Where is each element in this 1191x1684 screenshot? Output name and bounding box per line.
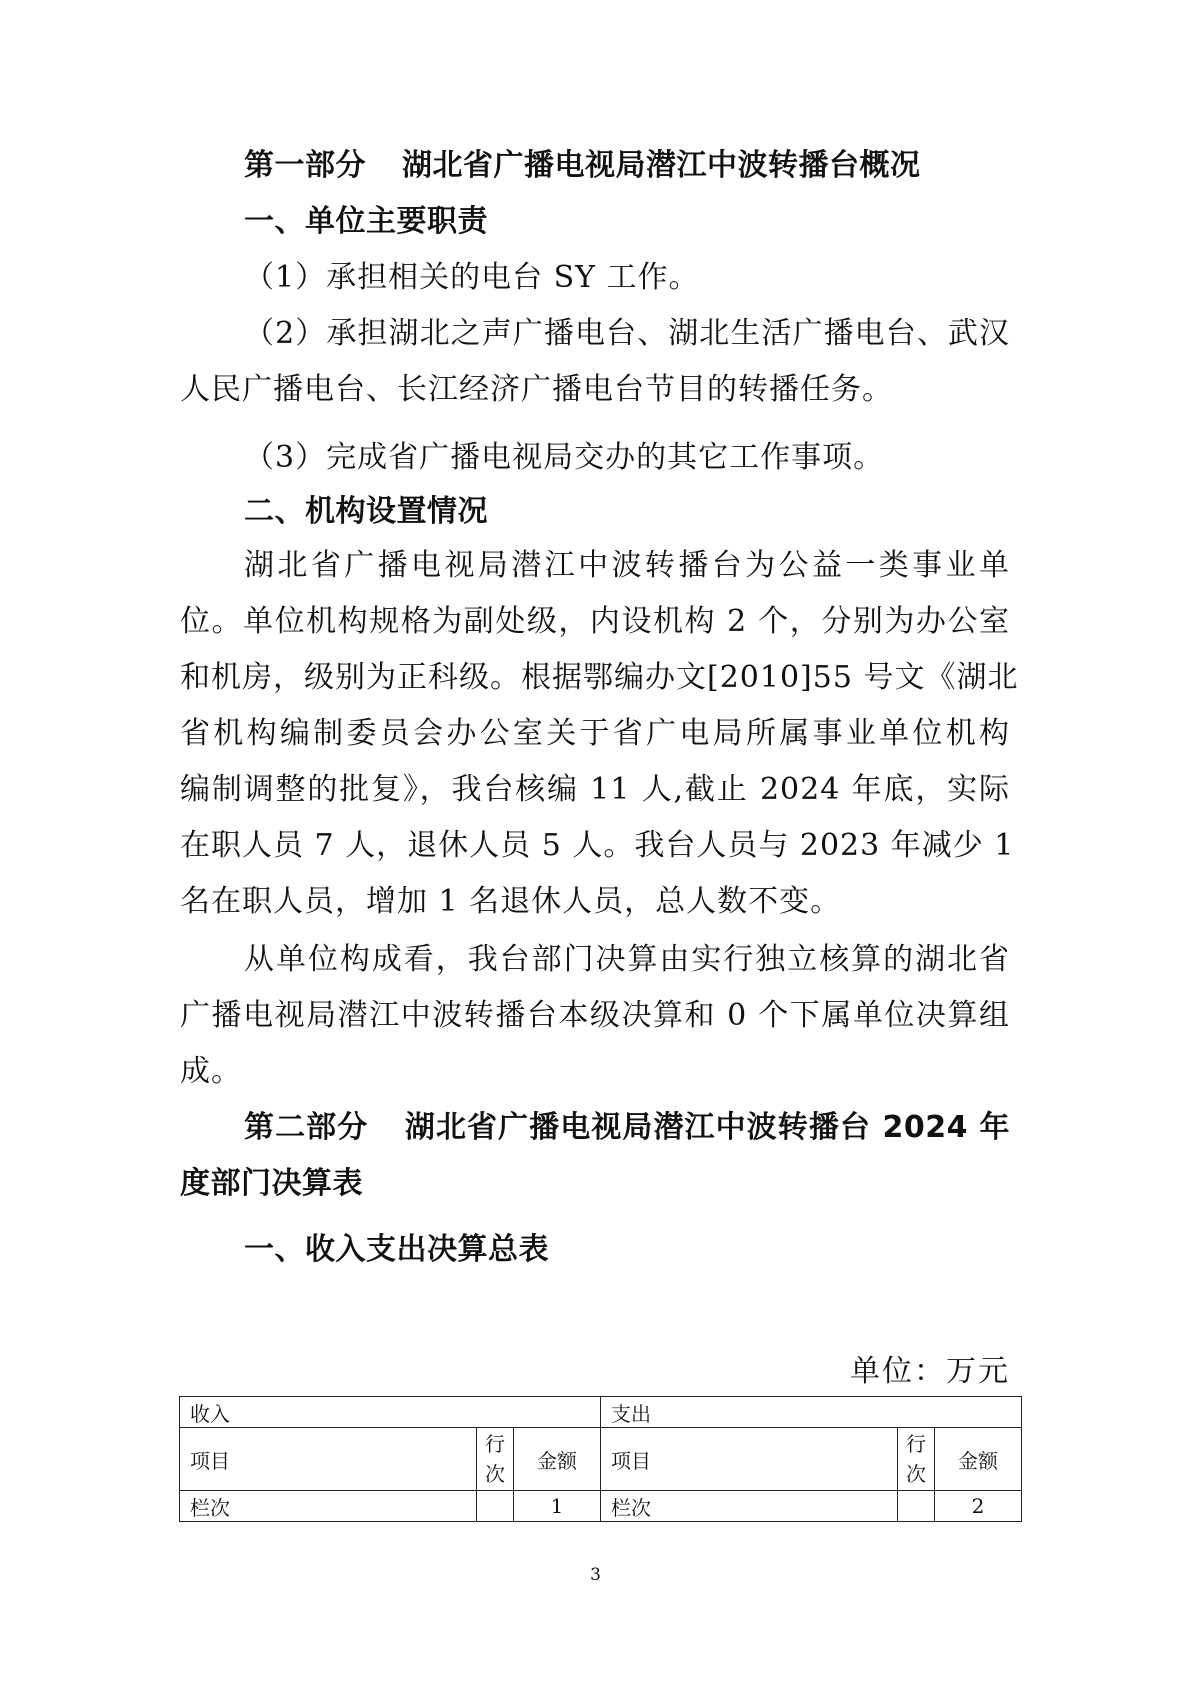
income-expense-table: [179, 1396, 1022, 1522]
income-line-cell: [477, 1491, 514, 1522]
expense-amount-header: 金额: [935, 1428, 1022, 1491]
income-amount-header: 金额: [514, 1428, 601, 1491]
part1-title-text: 湖北省广播电视局潜江中波转播台概况: [402, 148, 921, 183]
duty-item-2-line-1: （2）承担湖北之声广播电台、湖北生活广播电台、武汉: [244, 316, 1010, 351]
table-row: [180, 1491, 1022, 1522]
part1-title: [244, 146, 1010, 186]
table-row: [180, 1397, 1022, 1428]
expense-item-header: 项目: [601, 1428, 898, 1491]
expense-line-header: [898, 1428, 935, 1491]
part1-title-label: 第一部分: [244, 148, 366, 183]
part2-title-text: 湖北省广播电视局潜江中波转播台 2024 年: [404, 1110, 1010, 1145]
table-section-heading: 一、收入支出决算总表: [244, 1232, 549, 1267]
unit-label: 单位：万元: [850, 1354, 1010, 1389]
income-row-label: 栏次: [180, 1491, 477, 1522]
duty-item-2-line-2: 人民广播电台、长江经济广播电台节目的转播任务。: [180, 372, 893, 407]
part2-title-line-2: 度部门决算表: [180, 1166, 363, 1201]
composition-paragraph-line: 成。: [180, 1054, 242, 1089]
composition-paragraph-line: 从单位构成看，我台部门决算由实行独立核算的湖北省: [244, 942, 1010, 977]
part2-title-line-1: [244, 1108, 1010, 1148]
org-paragraph-line: 在职人员 7 人，退休人员 5 人。我台人员与 2023 年减少 1: [180, 828, 1015, 863]
line-header-text: 行次: [485, 1432, 505, 1486]
part2-title-label: 第二部分: [244, 1110, 369, 1145]
expense-header-cell: 支出: [601, 1397, 1022, 1428]
expense-line-cell: [898, 1491, 935, 1522]
composition-paragraph-line: 广播电视局潜江中波转播台本级决算和 0 个下属单位决算组: [180, 998, 1010, 1033]
org-paragraph-line: 和机房，级别为正科级。根据鄂编办文[2010]55 号文《湖北: [180, 660, 1019, 695]
duty-item-1: （1）承担相关的电台 SY 工作。: [244, 260, 700, 295]
table-row: [180, 1428, 1022, 1491]
org-paragraph-line: 位。单位机构规格为副处级，内设机构 2 个，分别为办公室: [180, 604, 1010, 639]
expense-column-number: 2: [935, 1491, 1022, 1522]
org-paragraph-line: 编制调整的批复》，我台核编 11 人,截止 2024 年底，实际: [180, 772, 1010, 807]
line-header-text: 行次: [906, 1432, 926, 1486]
expense-row-label: 栏次: [601, 1491, 898, 1522]
duty-item-3: （3）完成省广播电视局交办的其它工作事项。: [244, 440, 885, 475]
income-item-header: 项目: [180, 1428, 477, 1491]
page-number: 3: [590, 1565, 601, 1585]
org-paragraph-line: 省机构编制委员会办公室关于省广电局所属事业单位机构: [180, 716, 1010, 751]
income-header-cell: 收入: [180, 1397, 601, 1428]
income-column-number: 1: [514, 1491, 601, 1522]
org-paragraph-line: 名在职人员，增加 1 名退休人员，总人数不变。: [180, 884, 842, 919]
section1-heading: 一、单位主要职责: [244, 204, 488, 239]
section2-heading: 二、机构设置情况: [244, 494, 488, 529]
org-paragraph-line: 湖北省广播电视局潜江中波转播台为公益一类事业单: [244, 548, 1010, 583]
income-line-header: [477, 1428, 514, 1491]
